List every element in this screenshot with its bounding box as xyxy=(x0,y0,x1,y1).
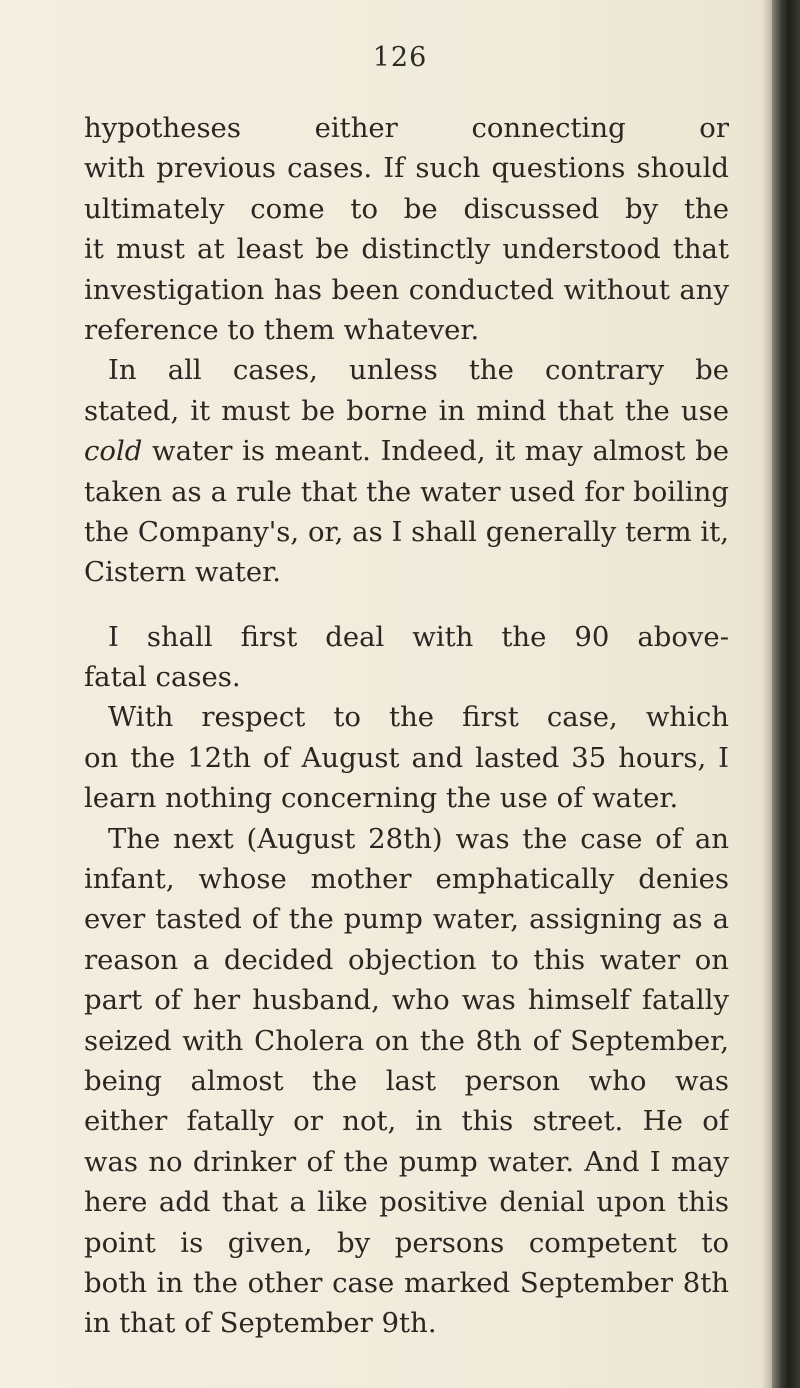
paragraph-5 xyxy=(84,819,729,1344)
binding-shadow xyxy=(762,0,772,1388)
paragraph-1 xyxy=(84,108,729,350)
italic-word: cold xyxy=(84,435,143,468)
text-line: I shall first deal with the 90 above- xyxy=(108,620,729,653)
text-line: infant, whose mother emphatically denies xyxy=(84,863,729,896)
section-gap xyxy=(84,593,729,617)
text-line: both in the other case marked September 8th xyxy=(84,1266,729,1299)
text-line: fatal cases. xyxy=(84,661,241,694)
text-line: part of her husband, who was himself fatally xyxy=(84,984,729,1017)
text-line: stated, it must be borne in mind that the use xyxy=(84,394,729,427)
text-line-with-italic xyxy=(84,431,729,471)
text-line: seized with Cholera on the 8th of September, xyxy=(84,1024,729,1057)
text-line: here add that a like positive denial upon this xyxy=(84,1186,729,1219)
text-line: taken as a rule that the water used for boiling xyxy=(84,475,729,508)
text-line: in that of September 9th. xyxy=(84,1307,437,1340)
text-line: reason a decided objection to this water on xyxy=(84,943,729,976)
text-line: With respect to the first case, which xyxy=(108,701,729,734)
book-binding-edge xyxy=(772,0,800,1388)
paragraph-3 xyxy=(84,617,729,698)
text-line: investigation has been conducted without any xyxy=(84,273,729,306)
text-line: ever tasted of the pump water, assigning as a xyxy=(84,903,729,936)
paragraph-2 xyxy=(84,350,729,592)
paragraph-4 xyxy=(84,697,729,818)
text-line: The next (August 28th) was the case of an xyxy=(108,822,729,855)
text-line: hypotheses either connecting or xyxy=(84,112,729,144)
text-line-rest: water is meant. Indeed, it may almost be xyxy=(152,435,729,468)
text-line: In all cases, unless the contrary be xyxy=(108,354,729,387)
text-line: being almost the last person who was xyxy=(84,1064,729,1097)
text-line: it must at least be distinctly understood that xyxy=(84,233,729,266)
page-number: 126 xyxy=(372,42,428,73)
text-line: point is given, by persons competent to xyxy=(84,1226,729,1259)
body-text xyxy=(84,108,729,1344)
text-line: reference to them whatever. xyxy=(84,313,480,346)
text-line: on the 12th of August and lasted 35 hours, I xyxy=(84,741,729,774)
text-line: was no drinker of the pump water. And I may xyxy=(84,1145,729,1178)
text-line: Cistern water. xyxy=(84,556,281,589)
text-line: either fatally or not, in this street. He of xyxy=(84,1105,729,1138)
text-line: with previous cases. If such questions should xyxy=(84,152,729,185)
text-line: ultimately come to be discussed by the xyxy=(84,192,729,225)
text-line: the Company's, or, as I shall generally term it, xyxy=(84,515,729,548)
text-line: learn nothing concerning the use of water. xyxy=(84,782,679,815)
